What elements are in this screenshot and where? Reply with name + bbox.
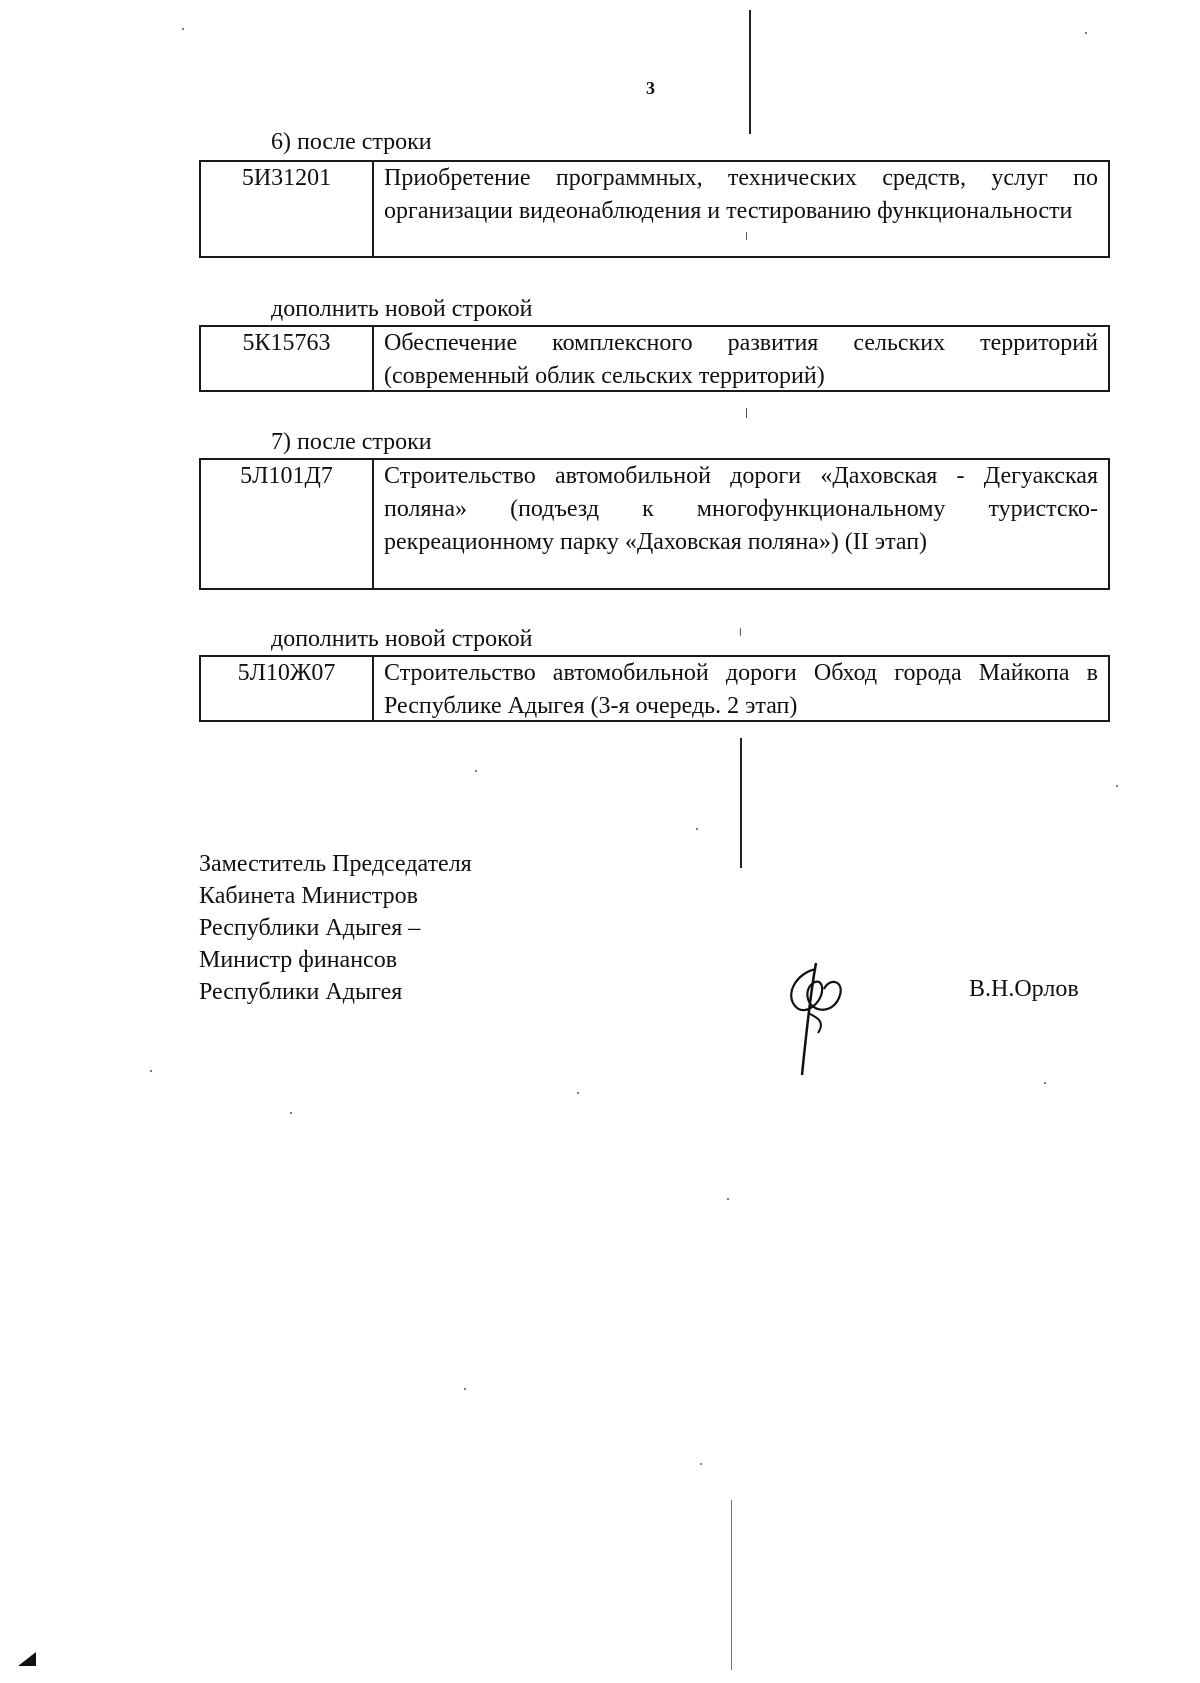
scan-artifact-line xyxy=(740,738,742,868)
description-cell: Строительство автомобильной дороги «Даховская - Дегуакская поляна» (подъезд к многофункциональному туристско-рекреационному парку «Даховская поляна») (II этап) xyxy=(384,463,1098,555)
scan-speck xyxy=(1085,32,1087,34)
description-cell: Приобретение программных, технических средств, услуг по организации видеонаблюдения и тестированию функциональности xyxy=(384,165,1098,224)
scan-speck xyxy=(700,1463,702,1465)
scan-speck xyxy=(182,28,184,30)
entry-table xyxy=(199,160,1110,258)
scan-speck xyxy=(746,408,747,418)
code-cell: 5Л101Д7 xyxy=(201,460,374,588)
entry-table xyxy=(199,325,1110,392)
signatory-position xyxy=(199,848,472,1008)
scan-speck xyxy=(577,1092,579,1094)
scan-speck xyxy=(290,1112,292,1114)
section-label: дополнить новой строкой xyxy=(271,626,533,652)
scan-speck xyxy=(150,1070,152,1072)
page-number: 3 xyxy=(646,78,655,98)
description-cell: Строительство автомобильной дороги Обход города Майкопа в Республике Адыгея (3-я очередь. 2 этап) xyxy=(384,660,1098,719)
corner-mark xyxy=(18,1652,36,1666)
scan-artifact-line xyxy=(749,10,751,134)
scan-speck xyxy=(746,232,747,240)
scan-speck xyxy=(464,1388,466,1390)
scan-speck xyxy=(740,628,741,636)
position-line: Республики Адыгея – xyxy=(199,915,421,941)
position-line: Кабинета Министров xyxy=(199,883,418,909)
handwritten-signature xyxy=(782,955,852,1085)
code-cell: 5К15763 xyxy=(201,327,374,390)
scan-speck xyxy=(1116,785,1118,787)
section-label: 7) после строки xyxy=(271,429,432,455)
entry-table xyxy=(199,458,1110,590)
scan-speck xyxy=(696,828,698,830)
description-cell: Обеспечение комплексного развития сельских территорий (современный облик сельских территорий) xyxy=(384,330,1098,389)
entry-table xyxy=(199,655,1110,722)
section-label: дополнить новой строкой xyxy=(271,296,533,322)
code-cell: 5И31201 xyxy=(201,162,374,256)
code-cell: 5Л10Ж07 xyxy=(201,657,374,720)
scan-speck xyxy=(475,770,477,772)
position-line: Республики Адыгея xyxy=(199,979,403,1005)
scan-speck xyxy=(1044,1082,1046,1084)
section-label: 6) после строки xyxy=(271,129,432,155)
position-line: Заместитель Председателя xyxy=(199,851,472,877)
scan-artifact-line xyxy=(731,1500,732,1670)
position-line: Министр финансов xyxy=(199,947,398,973)
signer-name: В.Н.Орлов xyxy=(969,976,1079,1002)
scan-speck xyxy=(727,1198,729,1200)
